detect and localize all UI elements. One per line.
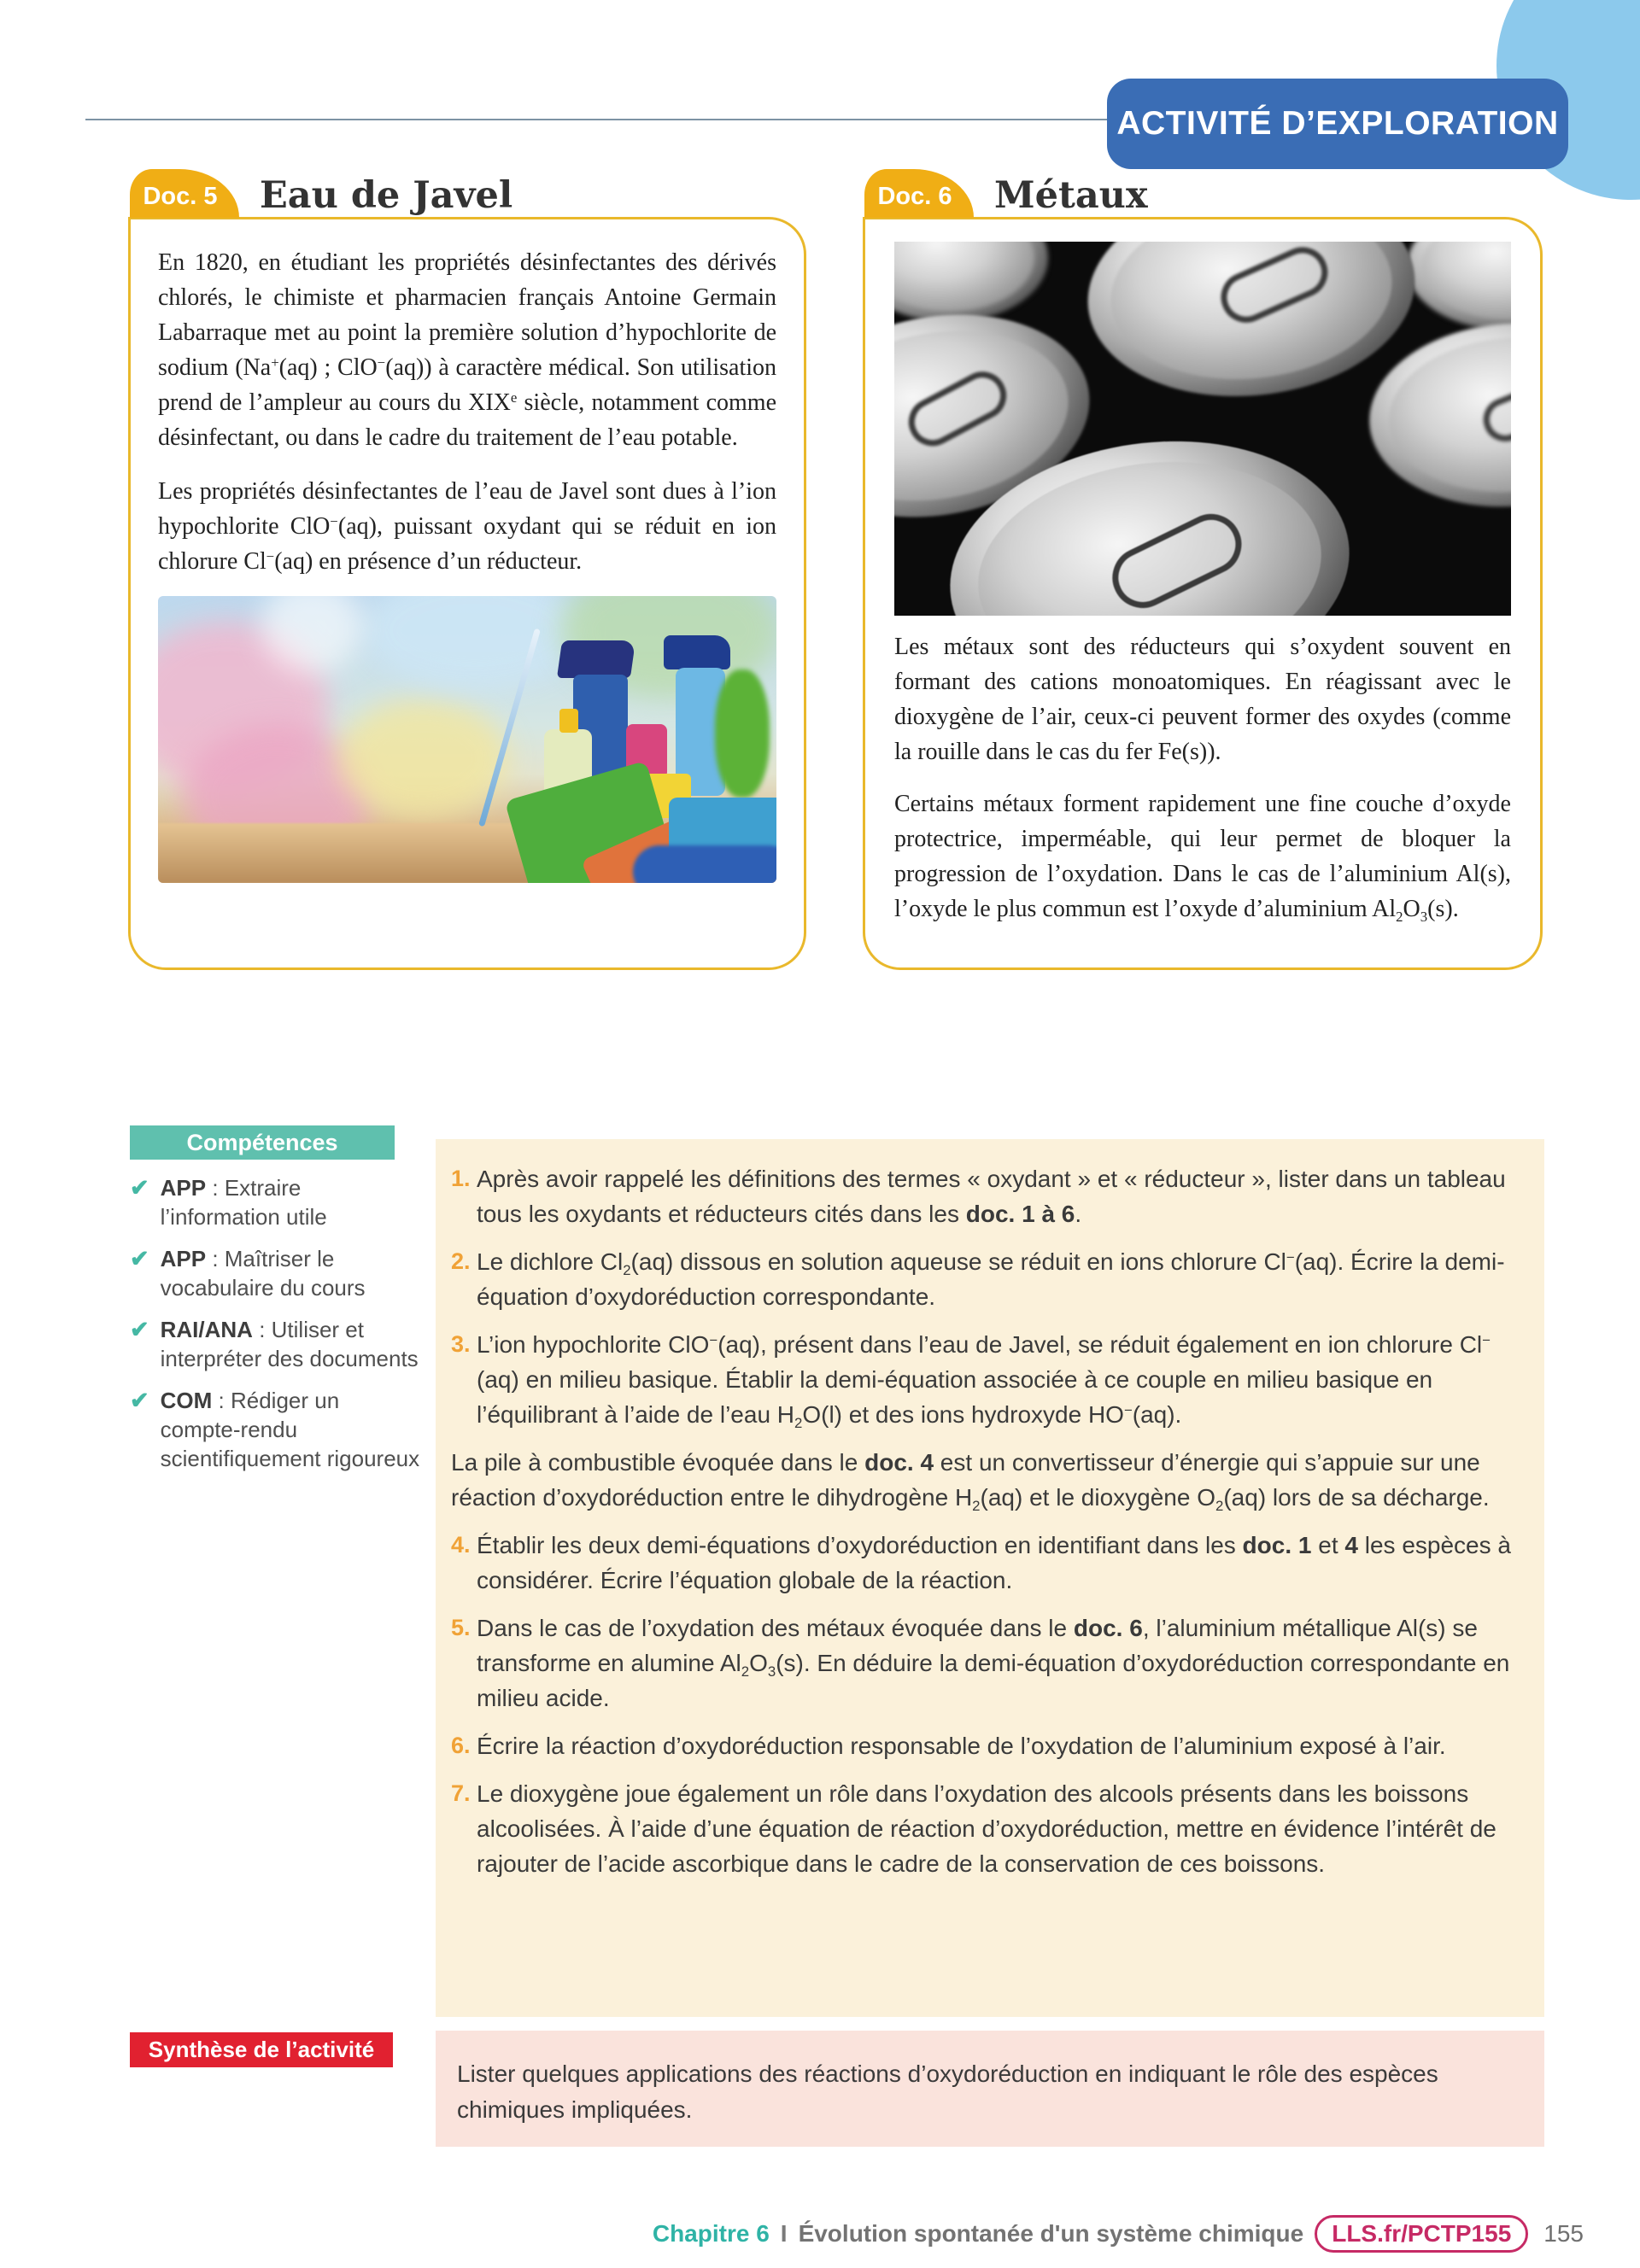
check-icon: ✔ xyxy=(130,1388,149,1413)
question-number: 5. xyxy=(451,1615,471,1640)
competences-list xyxy=(130,1173,425,1486)
footer-separator: I xyxy=(780,2220,788,2247)
question-number: 6. xyxy=(451,1733,471,1758)
competence-text: APP : Maîtriser le vocabulaire du cours xyxy=(160,1246,366,1301)
chapter-number: Chapitre 6 xyxy=(652,2220,770,2247)
doc6-tab-label: Doc. 6 xyxy=(877,183,952,210)
doc5-title: Eau de Javel xyxy=(260,174,513,217)
check-icon: ✔ xyxy=(130,1246,149,1271)
lls-link-badge[interactable]: LLS.fr/PCTP155 xyxy=(1315,2215,1528,2253)
competences-header xyxy=(130,1125,395,1160)
check-icon: ✔ xyxy=(130,1317,149,1342)
doc5-paragraph-1: En 1820, en étudiant les propriétés désinfectantes des dérivés chlorés, le chimiste et pharmacien français Antoine Germain Labarraque met au point la première solution d’hypochlorite de sodium (Na+(aq) ; ClO−(aq)) à caractère médical. Son utilisation prend de l’ampleur au cours du XIXe siècle, notamment comme désinfectant, ou dans le cadre du traitement de l’eau potable. xyxy=(158,249,777,451)
cleaning-supplies-photo xyxy=(158,596,776,883)
can-top xyxy=(1363,314,1511,516)
sky-blur xyxy=(363,596,585,690)
question-2 xyxy=(451,1244,1522,1314)
synthese-text: Lister quelques applications des réactions d’oxydoréduction en indiquant le rôle des espèces chimiques impliquées. xyxy=(457,2060,1438,2123)
competence-item xyxy=(130,1173,425,1231)
soda-cans-photo xyxy=(894,242,1511,616)
activity-banner xyxy=(1107,79,1568,169)
green-duster xyxy=(715,669,770,798)
activity-banner-label: ACTIVITÉ D’EXPLORATION xyxy=(1116,105,1559,142)
competence-text: COM : Rédiger un compte-rendu scientifiquement rigoureux xyxy=(160,1388,420,1471)
synthese-panel xyxy=(436,2031,1544,2147)
question-text: L’ion hypochlorite ClO−(aq), présent dans l’eau de Javel, se réduit également en ion chlorure Cl−(aq) en milieu basique. Établir la demi-équation associée à ce couple en milieu basique en l’équilibrant à l’aide de l’eau $H_2O(l)$ et des ions hydroxyde HO−(aq). xyxy=(477,1331,1491,1432)
questions-intro-paragraph: La pile à combustible évoquée dans le doc. 4 est un convertisseur d’énergie qui s’appuie sur une réaction d’oxydoréduction entre le dihydrogène $H_2(aq)$ et le dioxygène $O_2(aq)$ lors de sa décharge. xyxy=(451,1449,1490,1515)
soap-bottle-cap xyxy=(559,709,578,733)
can-top xyxy=(1077,242,1425,412)
doc5-tab-label: Doc. 5 xyxy=(143,183,218,210)
light-blur xyxy=(337,699,508,818)
doc6-paragraph-2: Certains métaux forment rapidement une fine couche d’oxyde protectrice, imperméable, qui leur permet de bloquer la progression de l’oxydation. Dans le cas de l’aluminium Al(s), l’oxyde le plus commun est l’oxyde d’aluminium $Al_2O_3(s)$. xyxy=(894,791,1511,926)
question-text: Dans le cas de l’oxydation des métaux évoquée dans le doc. 6, l’aluminium métallique Al(s) se transforme en alumine $Al_2O_3(s)$. En déduire la demi-équation d’oxydoréduction correspondante en milieu acide. xyxy=(477,1615,1510,1711)
rubber-gloves xyxy=(633,845,776,883)
doc5-paragraph-2: Les propriétés désinfectantes de l’eau de Javel sont dues à l’ion hypochlorite ClO−(aq), puissant oxydant qui se réduit en ion chlorure Cl−(aq) en présence d’un réducteur. xyxy=(158,478,776,575)
question-text: Établir les deux demi-équations d’oxydoréduction en identifiant dans les doc. 1 et 4 les espèces à considérer. Écrire l’équation globale de la réaction. xyxy=(477,1532,1511,1593)
doc5-box xyxy=(128,217,806,970)
page-number: 155 xyxy=(1543,2220,1584,2247)
question-number: 1. xyxy=(451,1166,471,1191)
doc6-box xyxy=(863,217,1543,970)
question-number: 7. xyxy=(451,1780,471,1806)
competence-item xyxy=(130,1244,425,1302)
question-4 xyxy=(451,1528,1522,1598)
doc6-header xyxy=(864,168,1148,218)
synthese-label xyxy=(130,2032,393,2067)
header-rule xyxy=(85,119,1109,120)
question-text: Écrire la réaction d’oxydoréduction responsable de l’oxydation de l’aluminium exposé à l’air. xyxy=(477,1733,1446,1759)
question-1 xyxy=(451,1161,1522,1231)
doc5-header xyxy=(130,168,512,218)
question-5 xyxy=(451,1610,1522,1716)
can-top xyxy=(894,242,1048,322)
doc6-title: Métaux xyxy=(994,174,1148,217)
synthese-label-text: Synthèse de l’activité xyxy=(148,2037,375,2062)
question-text: Le dichlore $Cl_2(aq)$ dissous en solution aqueuse se réduit en ions chlorure Cl−(aq). Écrire la demi-équation d’oxydoréduction correspondante. xyxy=(477,1248,1505,1310)
competences-header-label: Compétences xyxy=(186,1129,338,1155)
question-7 xyxy=(451,1776,1522,1881)
competence-text: RAI/ANA : Utiliser et interpréter des documents xyxy=(160,1317,419,1371)
chapter-title: Évolution spontanée d'un système chimique xyxy=(798,2220,1304,2247)
question-text: Le dioxygène joue également un rôle dans l’oxydation des alcools présents dans les boissons alcoolisées. À l’aide d’une équation de réaction d’oxydoréduction, mettre en évidence l’intérêt de rajouter de l’acide ascorbique dans le cadre de la conservation de ces boissons. xyxy=(477,1780,1496,1877)
question-number: 2. xyxy=(451,1248,471,1274)
question-text: Après avoir rappelé les définitions des termes « oxydant » et « réducteur », lister dans un tableau tous les oxydants et réducteurs cités dans les doc. 1 à 6. xyxy=(477,1166,1506,1227)
check-icon: ✔ xyxy=(130,1175,149,1201)
competence-item xyxy=(130,1386,425,1473)
doc6-tab xyxy=(864,169,974,218)
spray-bottle-trigger xyxy=(664,635,730,669)
page-footer xyxy=(653,2215,1584,2253)
competence-text: APP : Extraire l’information utile xyxy=(160,1175,327,1230)
competence-item xyxy=(130,1315,425,1373)
question-number: 4. xyxy=(451,1532,471,1558)
question-3 xyxy=(451,1327,1522,1432)
doc5-tab xyxy=(130,169,239,218)
spray-bottle-trigger xyxy=(557,640,636,678)
question-number: 3. xyxy=(451,1331,471,1357)
can-top xyxy=(1407,242,1511,330)
doc6-paragraph-1: Les métaux sont des réducteurs qui s’oxydent souvent en formant des cations monoatomiques. En réagissant avec le dioxygène de l’air, ceux-ci peuvent former des oxydes (comme la rouille dans le cas du fer Fe(s)). xyxy=(894,634,1511,765)
questions-panel xyxy=(436,1139,1544,2017)
question-6 xyxy=(451,1728,1522,1763)
